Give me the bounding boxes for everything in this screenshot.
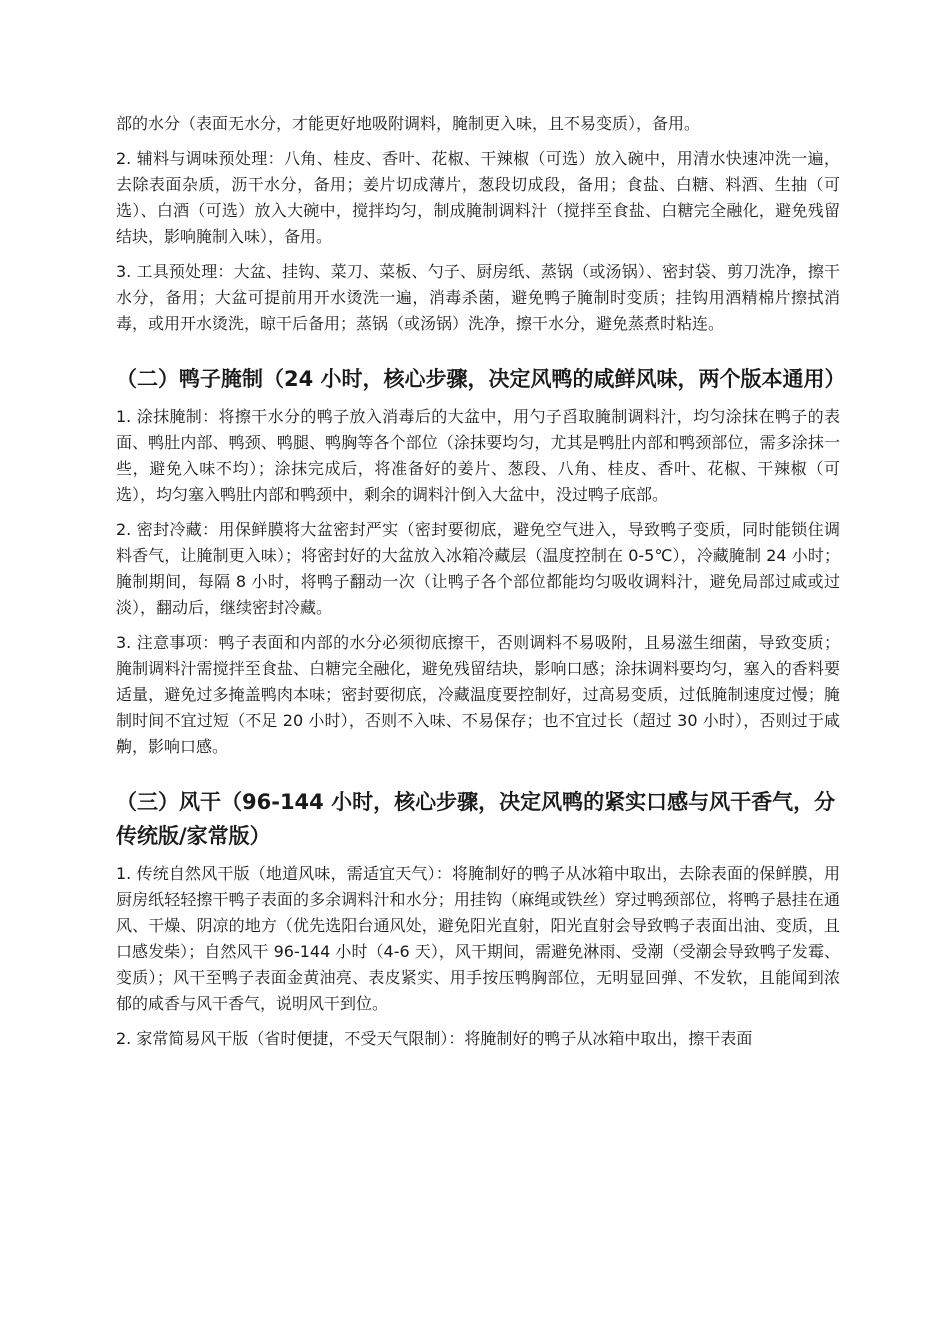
paragraph-home-drying: 2. 家常简易风干版（省时便捷，不受天气限制）：将腌制好的鸭子从冰箱中取出，擦干表面 bbox=[116, 1029, 753, 1048]
paragraph-seal-refrigerate: 2. 密封冷藏：用保鲜膜将大盆密封严实（密封要彻底，避免空气进入，导致鸭子变质，同时能锁住调料香气，让腌制更入味）；将密封好的大盆放入冰箱冷藏层（温度控制在 0-5℃），冷藏腌制 24 小时；腌制期间，每隔 8 小时，将鸭子翻动一次（让鸭子各个部位都能均匀吸收调料汁，避免局部过咸或过淡），翻动后，继续密封冷藏。 bbox=[116, 520, 840, 617]
paragraph-drying-prep-tail: 部的水分（表面无水分，才能更好地吸附调料，腌制更入味，且不易变质），备用。 bbox=[116, 114, 701, 133]
paragraph-traditional-drying: 1. 传统自然风干版（地道风味，需适宜天气）：将腌制好的鸭子从冰箱中取出，去除表面的保鲜膜，用厨房纸轻轻擦干鸭子表面的多余调料汁和水分；用挂钩（麻绳或铁丝）穿过鸭颈部位，将鸭子悬挂在通风、干燥、阴凉的地方（优先选阳台通风处，避免阳光直射，阳光直射会导致鸭子表面出油、变质，且口感发柴）；自然风干 96-144 小时（4-6 天），风干期间，需避免淋雨、受潮（受潮会导致鸭子发霉、变质）；风干至鸭子表面金黄油亮、表皮紧实、用手按压鸭胸部位，无明显回弹、不发软，且能闻到浓郁的咸香与风干香气，说明风干到位。 bbox=[116, 864, 840, 1013]
paragraph-marinating-notes: 3. 注意事项：鸭子表面和内部的水分必须彻底擦干，否则调料不易吸附，且易滋生细菌，导致变质；腌制调料汁需搅拌至食盐、白糖完全融化，避免残留结块，影响口感；涂抹调料要均匀，塞入的香料要适量，避免过多掩盖鸭肉本味；密封要彻底，冷藏温度要控制好，过高易变质，过低腌制速度过慢；腌制时间不宜过短（不足 20 小时），否则不入味、不易保存；也不宜过长（超过 30 小时），否则过于咸齁，影响口感。 bbox=[116, 633, 840, 756]
paragraph-apply-marinade: 1. 涂抹腌制：将擦干水分的鸭子放入消毒后的大盆中，用勺子舀取腌制调料汁，均匀涂抹在鸭子的表面、鸭肚内部、鸭颈、鸭腿、鸭胸等各个部位（涂抹要均匀，尤其是鸭肚内部和鸭颈部位，需多涂抹一些，避免入味不均）；涂抹完成后，将准备好的姜片、葱段、八角、桂皮、香叶、花椒、干辣椒（可选），均匀塞入鸭肚内部和鸭颈中，剩余的调料汁倒入大盆中，没过鸭子底部。 bbox=[116, 407, 840, 504]
document-page bbox=[116, 111, 846, 1061]
paragraph-seasoning-prep: 2. 辅料与调味预处理：八角、桂皮、香叶、花椒、干辣椒（可选）放入碗中，用清水快速冲洗一遍，去除表面杂质，沥干水分，备用；姜片切成薄片，葱段切成段，备用；食盐、白糖、料酒、生抽（可选）、白酒（可选）放入大碗中，搅拌均匀，制成腌制调料汁（搅拌至食盐、白糖完全融化，避免残留结块，影响腌制入味），备用。 bbox=[116, 149, 840, 246]
section-heading-marinating: （二）鸭子腌制（24 小时，核心步骤，决定风鸭的咸鲜风味，两个版本通用） bbox=[116, 367, 846, 391]
paragraph-tool-prep: 3. 工具预处理：大盆、挂钩、菜刀、菜板、勺子、厨房纸、蒸锅（或汤锅）、密封袋、剪刀洗净，擦干水分，备用；大盆可提前用开水烫洗一遍，消毒杀菌，避免鸭子腌制时变质；挂钩用酒精棉片擦拭消毒，或用开水烫洗，晾干后备用；蒸锅（或汤锅）洗净，擦干水分，避免蒸煮时粘连。 bbox=[116, 262, 840, 333]
section-heading-air-drying: （三）风干（96-144 小时，核心步骤，决定风鸭的紧实口感与风干香气，分传统版/家常版） bbox=[116, 790, 836, 848]
